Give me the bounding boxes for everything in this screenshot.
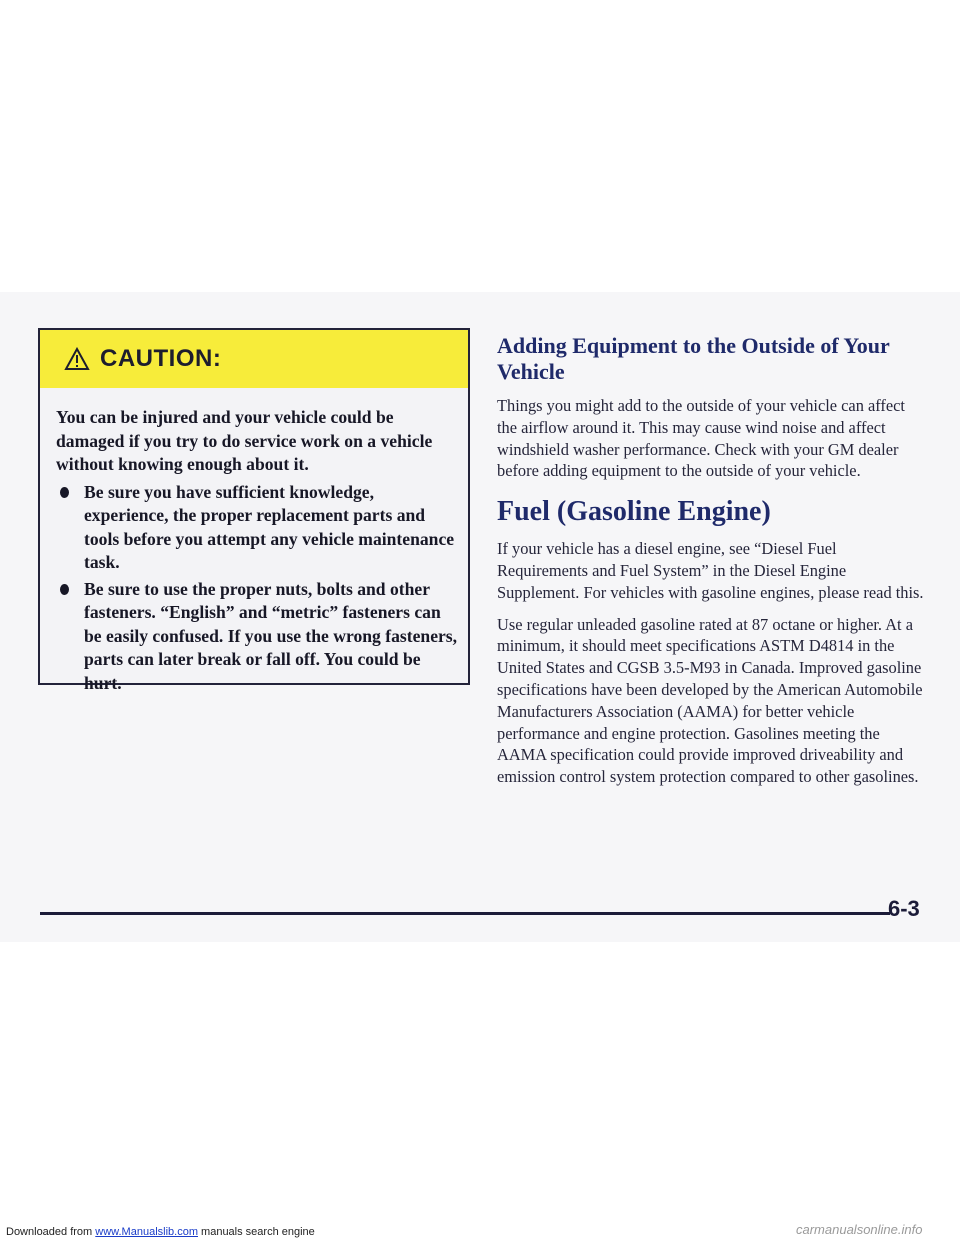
caution-body	[56, 406, 458, 695]
caution-title: CAUTION:	[100, 345, 222, 372]
caution-box	[38, 328, 470, 693]
bullet-icon	[60, 584, 69, 595]
watermark: carmanualsonline.info	[796, 1222, 923, 1237]
footer-suffix: manuals search engine	[197, 1226, 315, 1238]
section-heading-fuel: Fuel (Gasoline Engine)	[497, 496, 771, 528]
page-number: 6-3	[888, 896, 920, 921]
caution-bullet-text: Be sure to use the proper nuts, bolts and other fasteners. “English” and “metric” fasteners can be easily confused. If you use the wrong fasteners, parts can later break or fall off. You could be hurt.	[84, 578, 458, 693]
section-body-adding-equipment: Things you might add to the outside of your vehicle can affect the airflow around it. This may cause wind noise and affect windshield washer performance. Check with your GM dealer before adding equipment to the outside of your vehicle.	[497, 396, 905, 481]
fuel-paragraph-2: Use regular unleaded gasoline rated at 87 octane or higher. At a minimum, it should meet specifications ASTM D4814 in the United States and CGSB 3.5-M93 in Canada. Improved gasoline specifications have been developed by the American Automobile Manufacturers Association (AAMA) for better vehicle performance and engine protection. Gasolines meeting the AAMA specification could provide improved driveability and emission control system protection compared to other gasolines.	[497, 614, 923, 787]
footer-prefix: Downloaded from	[6, 1226, 96, 1238]
right-column	[497, 333, 927, 788]
section-heading-adding-equipment: Adding Equipment to the Outside of Your Vehicle	[497, 333, 890, 384]
caution-bullet-text: Be sure you have sufficient knowledge, experience, the proper replacement parts and tools before you attempt any vehicle maintenance task.	[84, 481, 455, 572]
caution-bullet	[56, 481, 458, 575]
fuel-paragraph-1: If your vehicle has a diesel engine, see “Diesel Fuel Requirements and Fuel System” in the Diesel Engine Supplement. For vehicles with gasoline engines, please read this.	[497, 539, 924, 602]
download-footer	[6, 1226, 315, 1238]
caution-banner	[40, 330, 468, 388]
manualslib-link[interactable]: www.Manualslib.com	[95, 1226, 198, 1238]
caution-bullet	[56, 578, 458, 696]
footer-rule	[40, 912, 890, 915]
warning-triangle-icon	[64, 347, 90, 371]
caution-intro: You can be injured and your vehicle could be damaged if you try to do service work on a vehicle without knowing enough about it.	[56, 407, 433, 474]
bullet-icon	[60, 487, 69, 498]
